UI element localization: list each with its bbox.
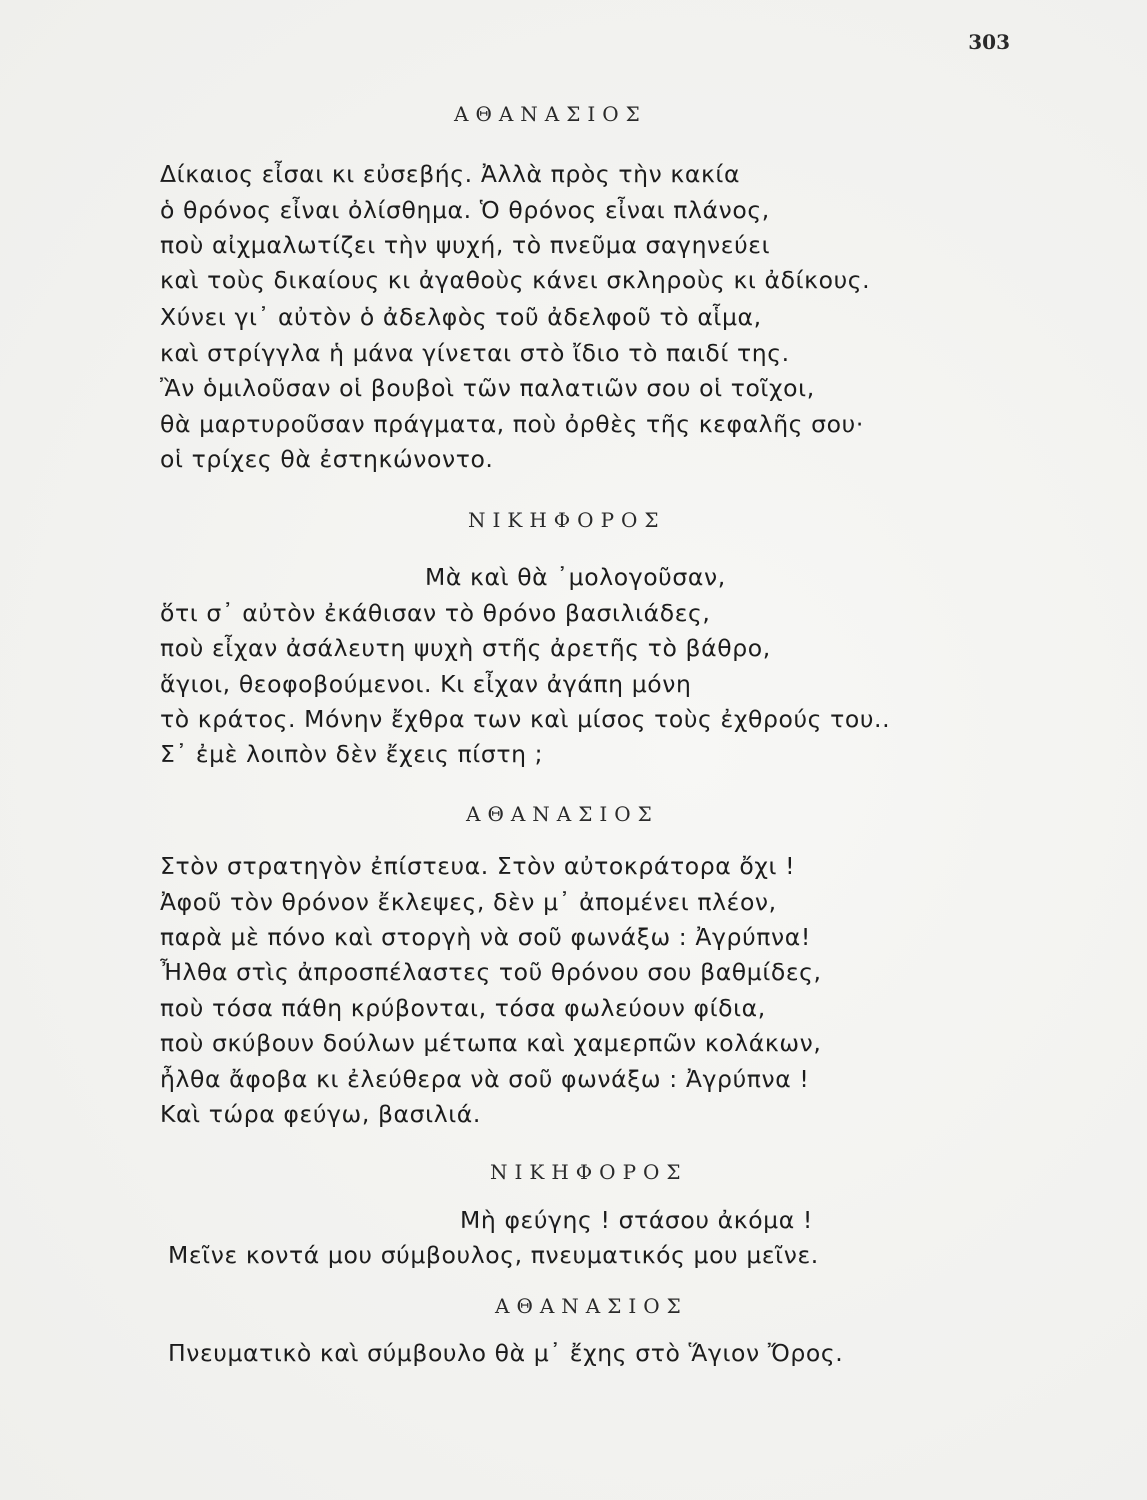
verse-line: ποὺ αἰχμαλωτίζει τὴν ψυχή, τὸ πνεῦμα σαγηνεύει [160, 231, 771, 259]
verse-line: ποὺ εἶχαν ἀσάλευτη ψυχὴ στῆς ἀρετῆς τὸ βάθρο, [160, 634, 771, 662]
speaker-name: ΝΙΚΗΦΟΡΟΣ [468, 508, 666, 532]
verse-line: Χύνει γι᾽ αὐτὸν ὁ ἀδελφὸς τοῦ ἀδελφοῦ τὸ αἷμα, [160, 303, 762, 331]
verse-line: ποὺ τόσα πάθη κρύβονται, τόσα φωλεύουν φίδια, [160, 994, 766, 1022]
verse-line: Ἂν ὁμιλοῦσαν οἱ βουβοὶ τῶν παλατιῶν σου οἱ τοῖχοι, [160, 374, 815, 402]
verse-line: Καὶ τώρα φεύγω, βασιλιά. [160, 1100, 481, 1128]
verse-line: ἅγιοι, θεοφοβούμενοι. Κι εἶχαν ἀγάπη μόνη [160, 670, 692, 698]
verse-line: ποὺ σκύβουν δούλων μέτωπα καὶ χαμερπῶν κολάκων, [160, 1029, 822, 1057]
verse-line: καὶ στρίγγλα ἡ μάνα γίνεται στὸ ἴδιο τὸ παιδί της. [160, 339, 790, 367]
verse-line: Μὰ καὶ θὰ ᾽μολογοῦσαν, [425, 563, 726, 591]
verse-line: καὶ τοὺς δικαίους κι ἀγαθοὺς κάνει σκληροὺς κι ἀδίκους. [160, 266, 871, 294]
verse-line: Πνευματικὸ καὶ σύμβουλο θὰ μ᾽ ἔχης στὸ Ἅγιον Ὄρος. [168, 1339, 844, 1367]
speaker-name: ΝΙΚΗΦΟΡΟΣ [490, 1160, 688, 1184]
verse-line: ἦλθα ἄφοβα κι ἐλεύθερα νὰ σοῦ φωνάξω : Ἀγρύπνα ! [160, 1065, 810, 1093]
speaker-name: ΑΘΑΝΑΣΙΟΣ [495, 1294, 688, 1318]
verse-line: ὁ θρόνος εἶναι ὀλίσθημα. Ὁ θρόνος εἶναι πλάνος, [160, 196, 770, 224]
verse-line: Ἀφοῦ τὸν θρόνον ἔκλεψες, δὲν μ᾽ ἀπομένει πλέον, [160, 888, 777, 916]
verse-line: Ἦλθα στὶς ἀπροσπέλαστες τοῦ θρόνου σου βαθμίδες, [160, 958, 822, 986]
verse-line: Μεῖνε κοντά μου σύμβουλος, πνευματικός μου μεῖνε. [168, 1241, 819, 1269]
verse-line: Σ᾽ ἐμὲ λοιπὸν δὲν ἔχεις πίστη ; [160, 740, 544, 768]
verse-line: Στὸν στρατηγὸν ἐπίστευα. Στὸν αὐτοκράτορα ὄχι ! [160, 852, 796, 880]
page-number: 303 [968, 30, 1010, 54]
verse-line: ὅτι σ᾽ αὐτὸν ἐκάθισαν τὸ θρόνο βασιλιάδες, [160, 599, 711, 627]
verse-line: Δίκαιος εἶσαι κι εὐσεβής. Ἀλλὰ πρὸς τὴν κακία [160, 160, 741, 188]
verse-line: παρὰ μὲ πόνο καὶ στοργὴ νὰ σοῦ φωνάξω : Ἀγρύπνα! [160, 923, 811, 951]
verse-line: θὰ μαρτυροῦσαν πράγματα, ποὺ ὀρθὲς τῆς κεφαλῆς σου· [160, 410, 864, 438]
speaker-name: ΑΘΑΝΑΣΙΟΣ [466, 802, 659, 826]
verse-line: οἱ τρίχες θὰ ἐστηκώνοντο. [160, 445, 494, 473]
verse-line: Μὴ φεύγης ! στάσου ἀκόμα ! [460, 1206, 813, 1234]
speaker-name: ΑΘΑΝΑΣΙΟΣ [454, 102, 647, 126]
verse-line: τὸ κράτος. Μόνην ἔχθρα των καὶ μίσος τοὺς ἐχθρούς του.. [160, 705, 891, 733]
